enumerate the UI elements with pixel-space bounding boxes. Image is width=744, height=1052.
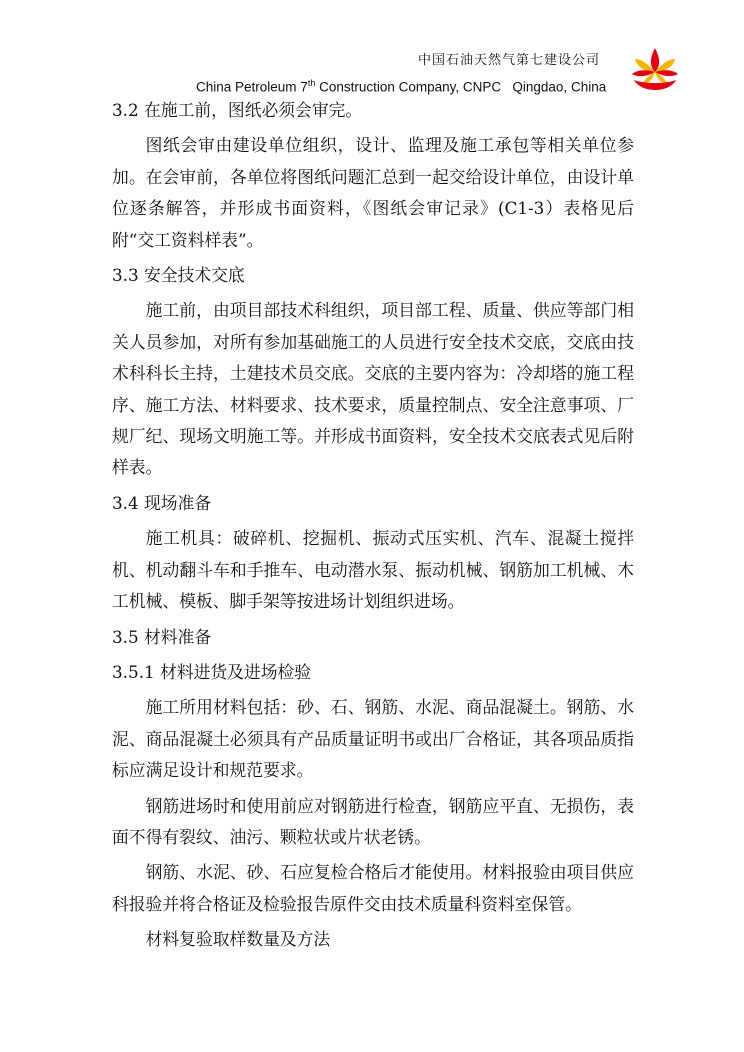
document-body (112, 95, 634, 956)
company-name-en-suffix: Construction Company, CNPC Qingdao, China (315, 79, 607, 95)
section-heading-3-5-1: 3.5.1 材料进货及进场检验 (112, 661, 312, 682)
section-heading-3-4: 3.4 现场准备 (112, 492, 212, 513)
section-heading-3-2: 3.2 在施工前，图纸必须会审完。 (112, 100, 363, 120)
company-name-en (196, 78, 606, 95)
company-name-en-prefix: China Petroleum 7 (196, 79, 308, 95)
paragraph-site-equipment: 施工机具：破碎机、挖掘机、振动式压实机、汽车、混凝土搅拌机、机动翻斗车和手推车、电动潜水泵、振动机械、钢筋加工机械、木工机械、模板、脚手架等按进场计划组织进场。 (112, 528, 634, 612)
section-heading-3-3: 3.3 安全技术交底 (112, 265, 245, 286)
paragraph-safety-briefing: 施工前，由项目部技术科组织，项目部工程、质量、供应等部门相关人员参加，对所有参加基础施工的人员进行安全技术交底，交底由技术科科长主持，土建技术员交底。交底的主要内容为：冷却塔的施工程序、施工方法、材料要求、技术要求，质量控制点、安全注意事项、厂规厂纪、现场文明施工等。并形成书面资料，安全技术交底表式见后附样表。 (112, 300, 634, 478)
section-heading-3-5: 3.5 材料准备 (112, 626, 212, 647)
paragraph-materials-list: 施工所用材料包括：砂、石、钢筋、水泥、商品混凝土。钢筋、水泥、商品混凝土必须具有产品质量证明书或出厂合格证，其各项品质指标应满足设计和规范要求。 (112, 697, 634, 781)
paragraph-sampling-method: 材料复验取样数量及方法 (145, 929, 331, 950)
cnpc-logo-icon (630, 44, 680, 92)
paragraph-rebar-inspection: 钢筋进场时和使用前应对钢筋进行检查，钢筋应平直、无损伤，表面不得有裂纹、油污、颗粒状或片状老锈。 (112, 795, 634, 847)
paragraph-drawing-review: 图纸会审由建设单位组织，设计、监理及施工承包等相关单位参加。在会审前，各单位将图纸问题汇总到一起交给设计单位，由设计单位逐条解答，并形成书面资料，《图纸会审记录》(C1-3）表格见后附“交工资料样表”。 (112, 135, 634, 250)
paragraph-material-retest: 钢筋、水泥、砂、石应复检合格后才能使用。材料报验由项目供应科报验并将合格证及检验报告原件交由技术质量科资料室保管。 (112, 862, 634, 914)
company-name-en-sup: th (307, 78, 316, 88)
company-name-cn: 中国石油天然气第七建设公司 (418, 53, 601, 68)
